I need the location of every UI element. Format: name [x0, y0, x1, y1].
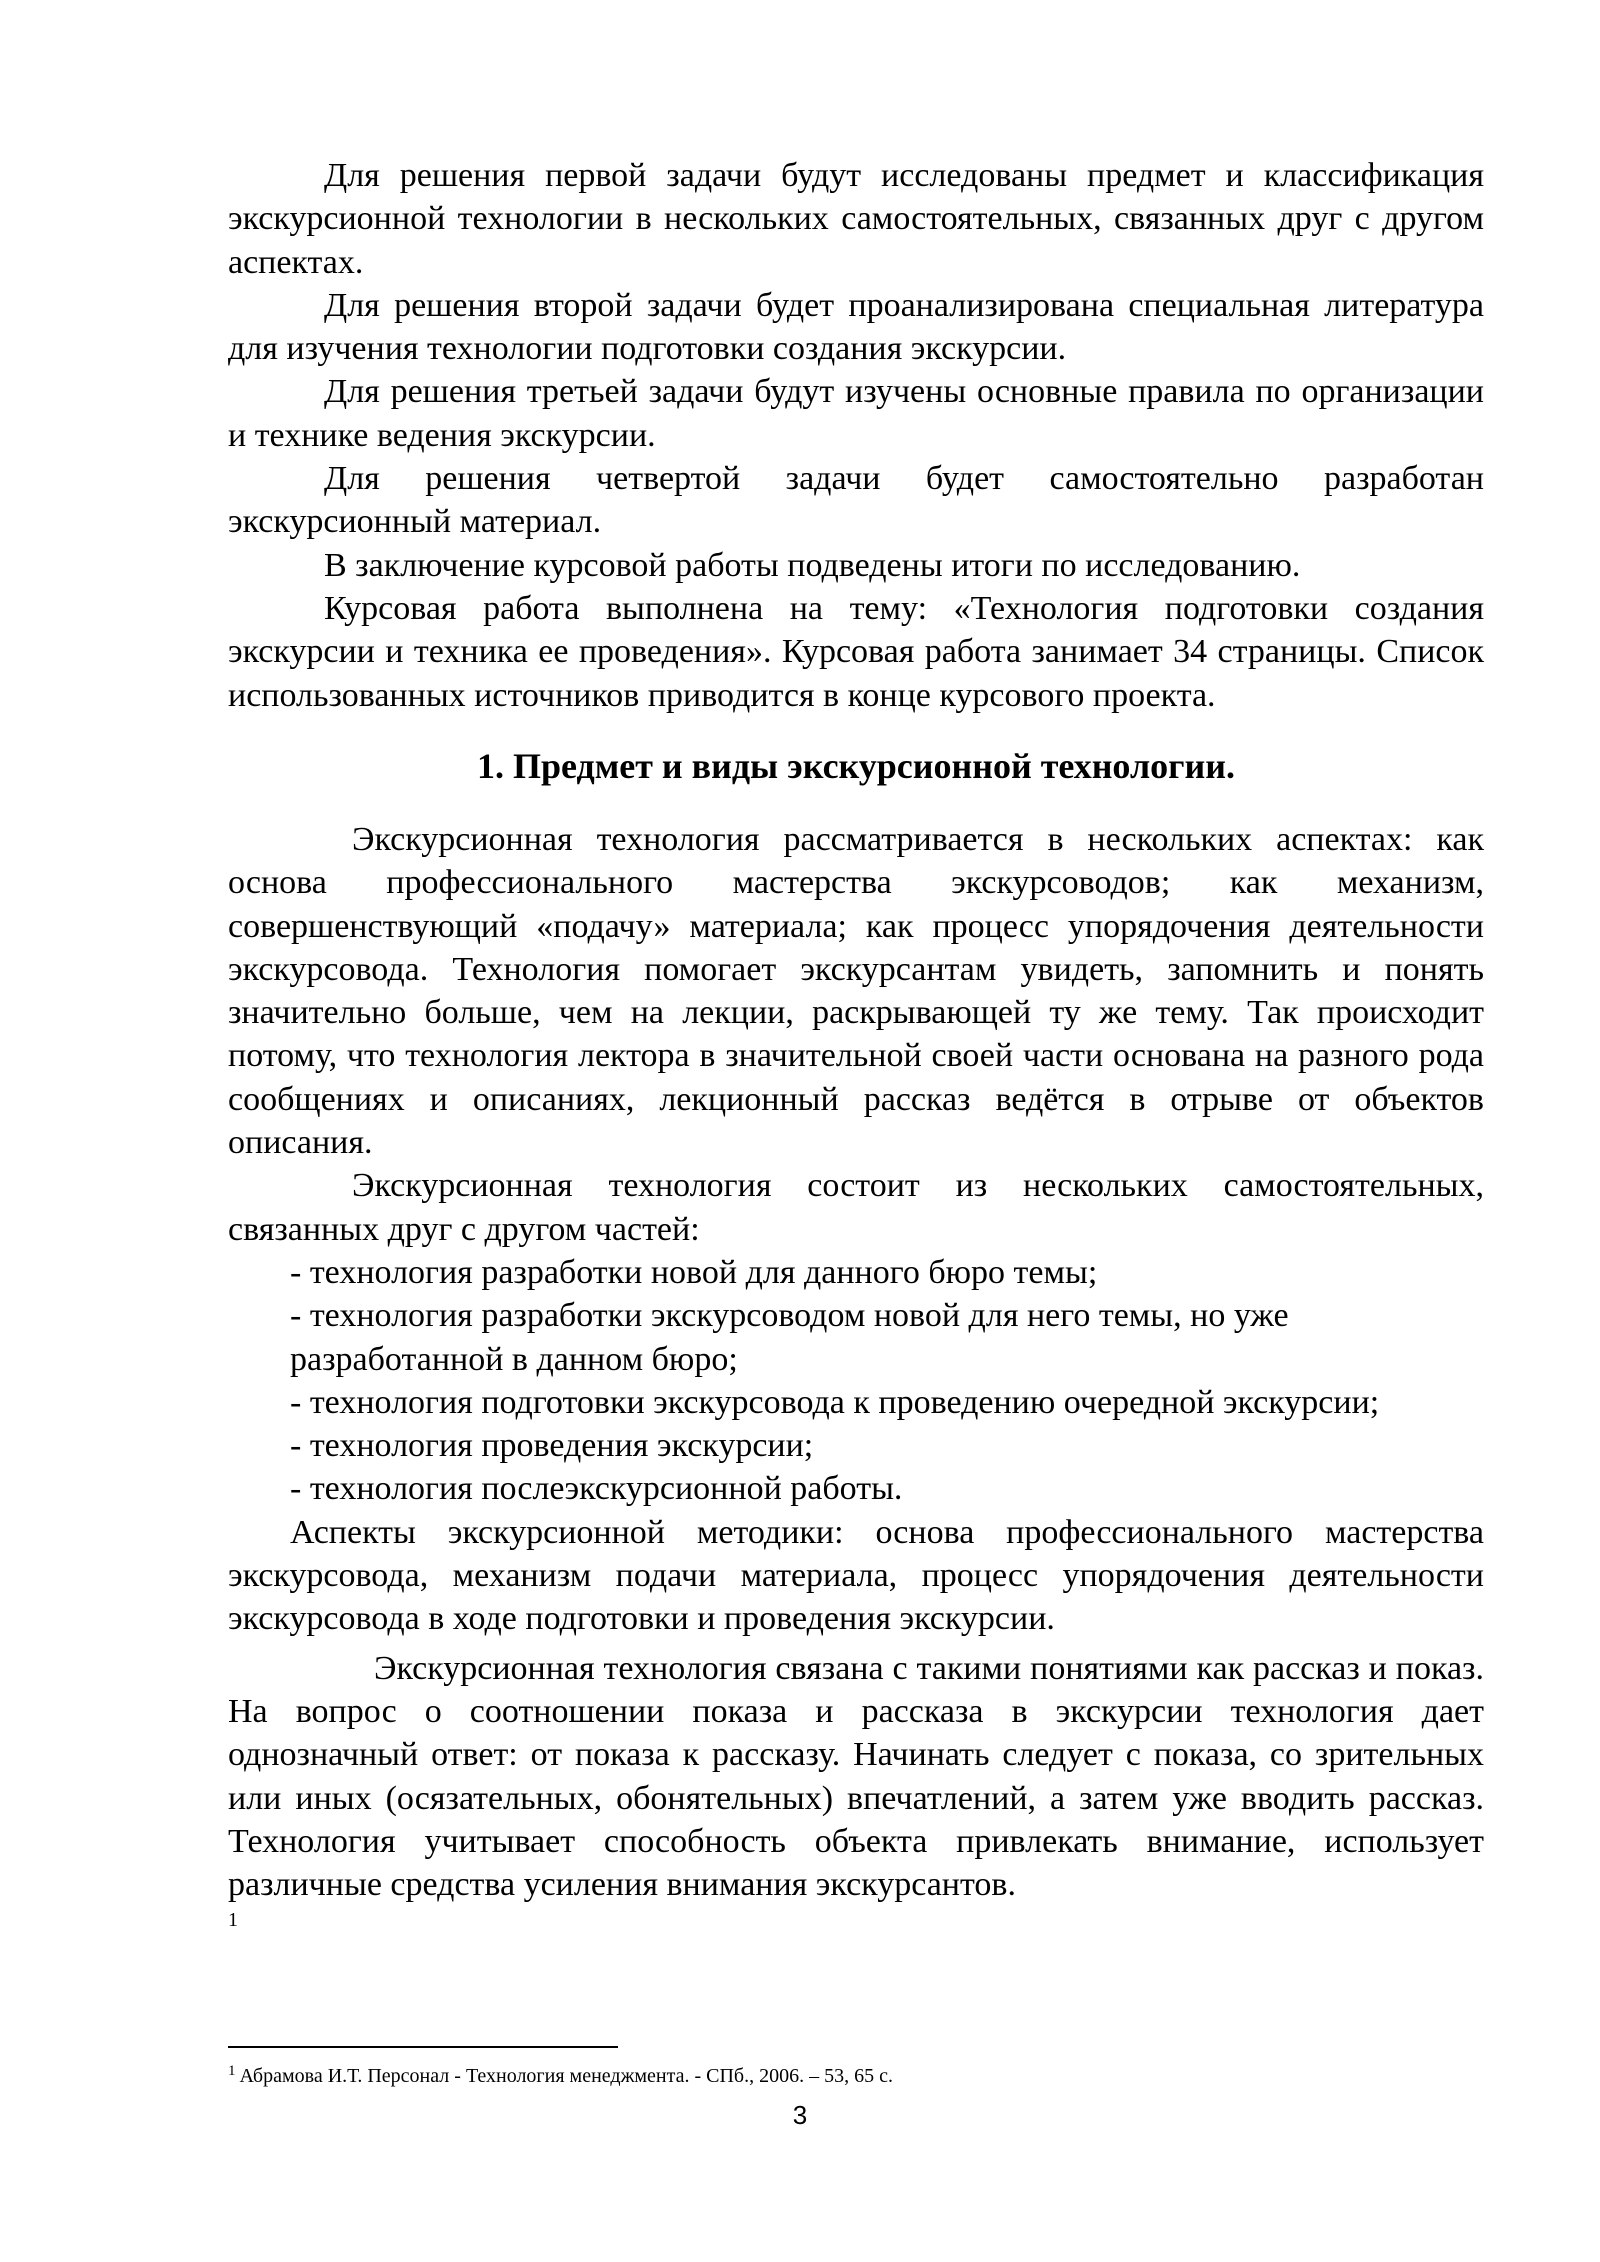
footnote — [228, 2058, 1428, 2089]
intro-paragraph-5: В заключение курсовой работы подведены итоги по исследованию. — [324, 546, 1301, 584]
section-paragraph-4: Экскурсионная технология связана с такими понятиями как рассказ и показ. На вопрос о соотношении показа и рассказа в экскурсии технология дает однозначный ответ: от показа к рассказу. Начинать следует с показа, со зрительных или иных (осязательных, обонятельных) впечатлений, а затем уже вводить рассказ. Технология учитывает способность объекта привлекать внимание, использует различные средства усиления внимания экскурсантов. — [228, 1649, 1484, 1904]
page-number: 3 — [792, 2100, 808, 2130]
list-item: - технология послеэкскурсионной работы. — [290, 1470, 903, 1508]
footnote-number: 1 — [228, 2063, 236, 2079]
section-body — [228, 818, 1484, 1932]
intro-paragraph-1: Для решения первой задачи будут исследованы предмет и классификация экскурсионной технологии в нескольких самостоятельных, связанных друг с другом аспектах. — [228, 157, 1484, 281]
footnote-reference[interactable]: 1 — [228, 1909, 238, 1932]
footnote-text: Абрамова И.Т. Персонал - Технология менеджмента. - СПб., 2006. – 53, 65 с. — [239, 2065, 893, 2087]
list-item: - технология проведения экскурсии; — [290, 1427, 814, 1465]
intro-paragraph-3: Для решения третьей задачи будут изучены основные правила по организации и технике ведения экскурсии. — [228, 373, 1484, 454]
intro-paragraph-6: Курсовая работа выполнена на тему: «Технология подготовки создания экскурсии и техника ее проведения». Курсовая работа занимает 34 страницы. Список использованных источников приводится в конце курсового проекта. — [228, 589, 1484, 714]
section-paragraph-3: Аспекты экскурсионной методики: основа профессионального мастерства экскурсовода, механизм подачи материала, процесс упорядочения деятельности экскурсовода в ходе подготовки и проведения экскурсии. — [228, 1513, 1484, 1638]
intro-paragraph-4: Для решения четвертой задачи будет самостоятельно разработан экскурсионный материал. — [228, 460, 1484, 541]
section-paragraph-2: Экскурсионная технология состоит из нескольких самостоятельных, связанных друг с другом частей: — [228, 1167, 1484, 1248]
footnote-separator — [228, 2046, 618, 2048]
list-item: - технология подготовки экскурсовода к проведению очередной экскурсии; — [290, 1383, 1380, 1421]
intro-block — [228, 154, 1484, 717]
intro-paragraph-2: Для решения второй задачи будет проанализирована специальная литература для изучения технологии подготовки создания экскурсии. — [228, 286, 1484, 368]
section-heading: 1. Предмет и виды экскурсионной технологии. — [477, 746, 1235, 786]
list-item: - технология разработки экскурсоводом новой для него темы, но уже разработанной в данном бюро; — [290, 1297, 1289, 1378]
list-item: - технология разработки новой для данного бюро темы; — [290, 1253, 1098, 1291]
section-paragraph-1: Экскурсионная технология рассматривается в нескольких аспектах: как основа профессионального мастерства экскурсоводов; как механизм, совершенствующий «подачу» материала; как процесс упорядочения деятельности экскурсовода. Технология помогает экскурсантам увидеть, запомнить и понять значительно больше, чем на лекции, раскрывающей ту же тему. Так происходит потому, что технология лектора в значительной своей части основана на разного рода сообщениях и описаниях, лекционный рассказ ведётся в отрыве от объектов описания. — [228, 821, 1484, 1162]
